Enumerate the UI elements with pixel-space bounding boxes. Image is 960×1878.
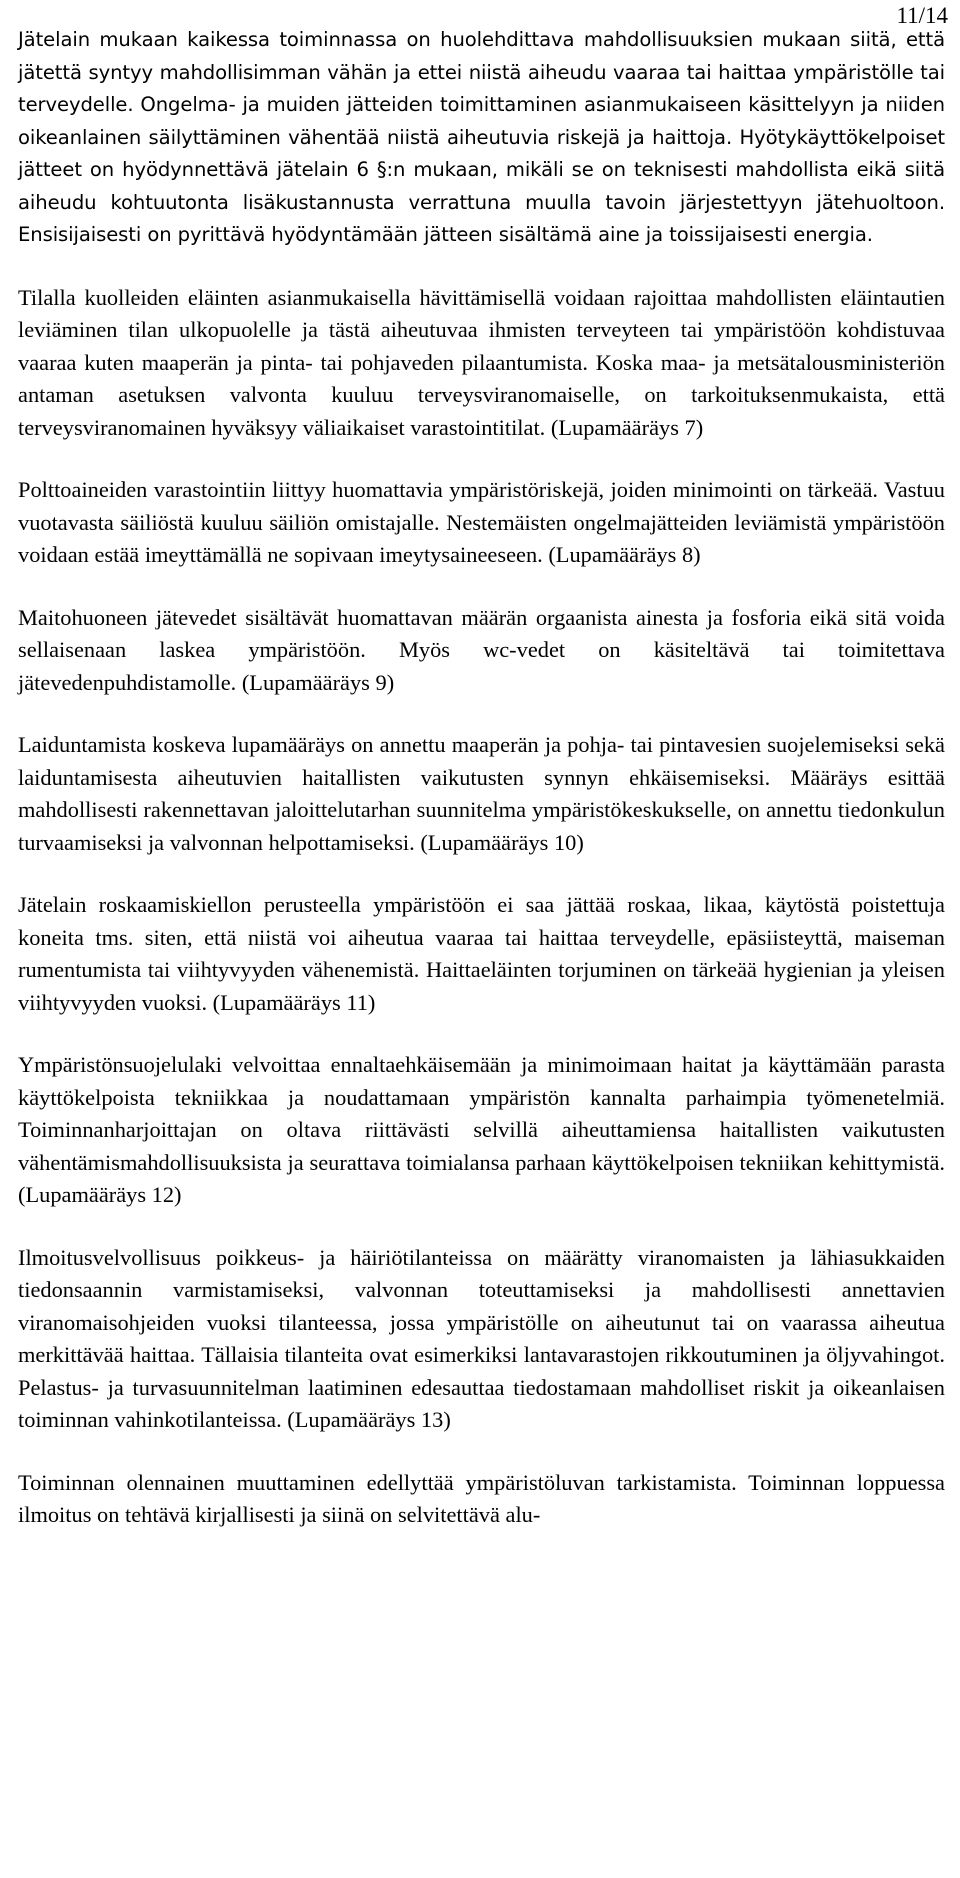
paragraph-environmental-protection: Ympäristönsuojelulaki velvoittaa ennaltaehkäisemään ja minimoimaan haitat ja käyttämään parasta käyttökelpoista tekniikkaa ja noudattamaan ympäristön kannalta parhaimpia työmenetelmiä. Toiminnanharjoittajan on oltava riittävästi selvillä aiheuttamiensa haitallisten vaikutusten vähentämismahdollisuuksista ja seurattava toimialansa parhaan käyttökelpoisen tekniikan kehittymistä. (Lupamääräys 12)	[18, 1052, 945, 1207]
paragraph-grazing: Laiduntamista koskeva lupamääräys on annettu maaperän ja pohja- tai pintavesien suojelemiseksi sekä laiduntamisesta aiheutuvien haitallisten vaikutusten synnyn ehkäisemiseksi. Määräys esittää mahdollisesti rakennettavan jaloittelutarhan suunnitelma ympäristökeskukselle, on annettu tiedonkulun turvaamiseksi ja valvonnan helpottamiseksi. (Lupamääräys 10)	[18, 732, 945, 855]
paragraph-operation-changes: Toiminnan olennainen muuttaminen edellyttää ympäristöluvan tarkistamista. Toiminnan loppuessa ilmoitus on tehtävä kirjallisesti ja siinä on selvitettävä alu-	[18, 1469, 945, 1527]
paragraph-waste-management: Jätelain mukaan kaikessa toiminnassa on huolehdittava mahdollisuuksien mukaan siitä, että jätettä syntyy mahdollisimman vähän ja ettei niistä aiheudu vaaraa tai haittaa ympäristölle tai terveydelle. Ongelma- ja muiden jätteiden toimittaminen asianmukaiseen käsittelyyn ja niiden oikeanlainen säilyttäminen vähentää niistä aiheutuvia riskejä ja haittoja. Hyötykäyttökelpoiset jätteet on hyödynnettävä jätelain 6 §:n mukaan, mikäli se on teknisesti mahdollista eikä siitä aiheudu kohtuutonta lisäkustannusta verrattuna muulla tavoin järjestettyyn jätehuoltoon. Ensisijaisesti on pyrittävä hyödyntämään jätteen sisältämä aine ja toissijaisesti energia.	[18, 28, 945, 246]
paragraph-fuel-storage: Polttoaineiden varastointiin liittyy huomattavia ympäristöriskejä, joiden minimointi on tärkeää. Vastuu vuotavasta säiliöstä kuuluu säiliön omistajalle. Nestemäisten ongelmajätteiden leviämistä ympäristöön voidaan estää imeyttämällä ne sopivaan imeytysaineeseen. (Lupamääräys 8)	[18, 477, 945, 567]
paragraph-dead-animals: Tilalla kuolleiden eläinten asianmukaisella hävittämisellä voidaan rajoittaa mahdollisten eläintautien leviäminen tilan ulkopuolelle ja tästä aiheutuvaa ihmisten terveyteen tai ympäristöön kohdistuvaa vaaraa kuten maaperän ja pinta- tai pohjaveden pilaantumista. Koska maa- ja metsätalousministeriön antaman asetuksen valvonta kuuluu terveysviranomaiselle, on tarkoituksenmukaista, että terveysviranomainen hyväksyy väliaikaiset varastointitilat. (Lupamääräys 7)	[18, 284, 945, 440]
document-body	[18, 24, 945, 1532]
page-number: 11/14	[896, 3, 948, 28]
paragraph-milk-room-wastewater: Maitohuoneen jätevedet sisältävät huomattavan määrän orgaanista ainesta ja fosforia eikä sitä voida sellaisenaan laskea ympäristöön. Myös wc-vedet on käsiteltävä tai toimitettava jätevedenpuhdistamolle. (Lupamääräys 9)	[18, 604, 945, 695]
paragraph-littering: Jätelain roskaamiskiellon perusteella ympäristöön ei saa jättää roskaa, likaa, käytöstä poistettuja koneita tms. siten, että niistä voi aiheutua vaaraa tai haittaa terveydelle, epäsiisteyttä, maiseman rumentumista tai viihtyvyyden vähenemistä. Haittaeläinten torjuminen on tärkeää hygienian ja yleisen viihtyvyyden vuoksi. (Lupamääräys 11)	[18, 892, 945, 1015]
paragraph-notification-duty: Ilmoitusvelvollisuus poikkeus- ja häiriötilanteissa on määrätty viranomaisten ja lähiasukkaiden tiedonsaannin varmistamiseksi, valvonnan toteuttamiseksi ja mahdollisesti annettavien viranomaisohjeiden vuoksi tilanteessa, jossa ympäristölle on aiheutunut tai on vaarassa aiheutua merkittävää haittaa. Tällaisia tilanteita ovat esimerkiksi lantavarastojen rikkoutuminen ja öljyvahingot. Pelastus- ja turvasuunnitelman laatiminen edesauttaa tiedostamaan mahdolliset riskit ja oikeanlaisen toiminnan vahinkotilanteissa. (Lupamääräys 13)	[18, 1244, 945, 1432]
